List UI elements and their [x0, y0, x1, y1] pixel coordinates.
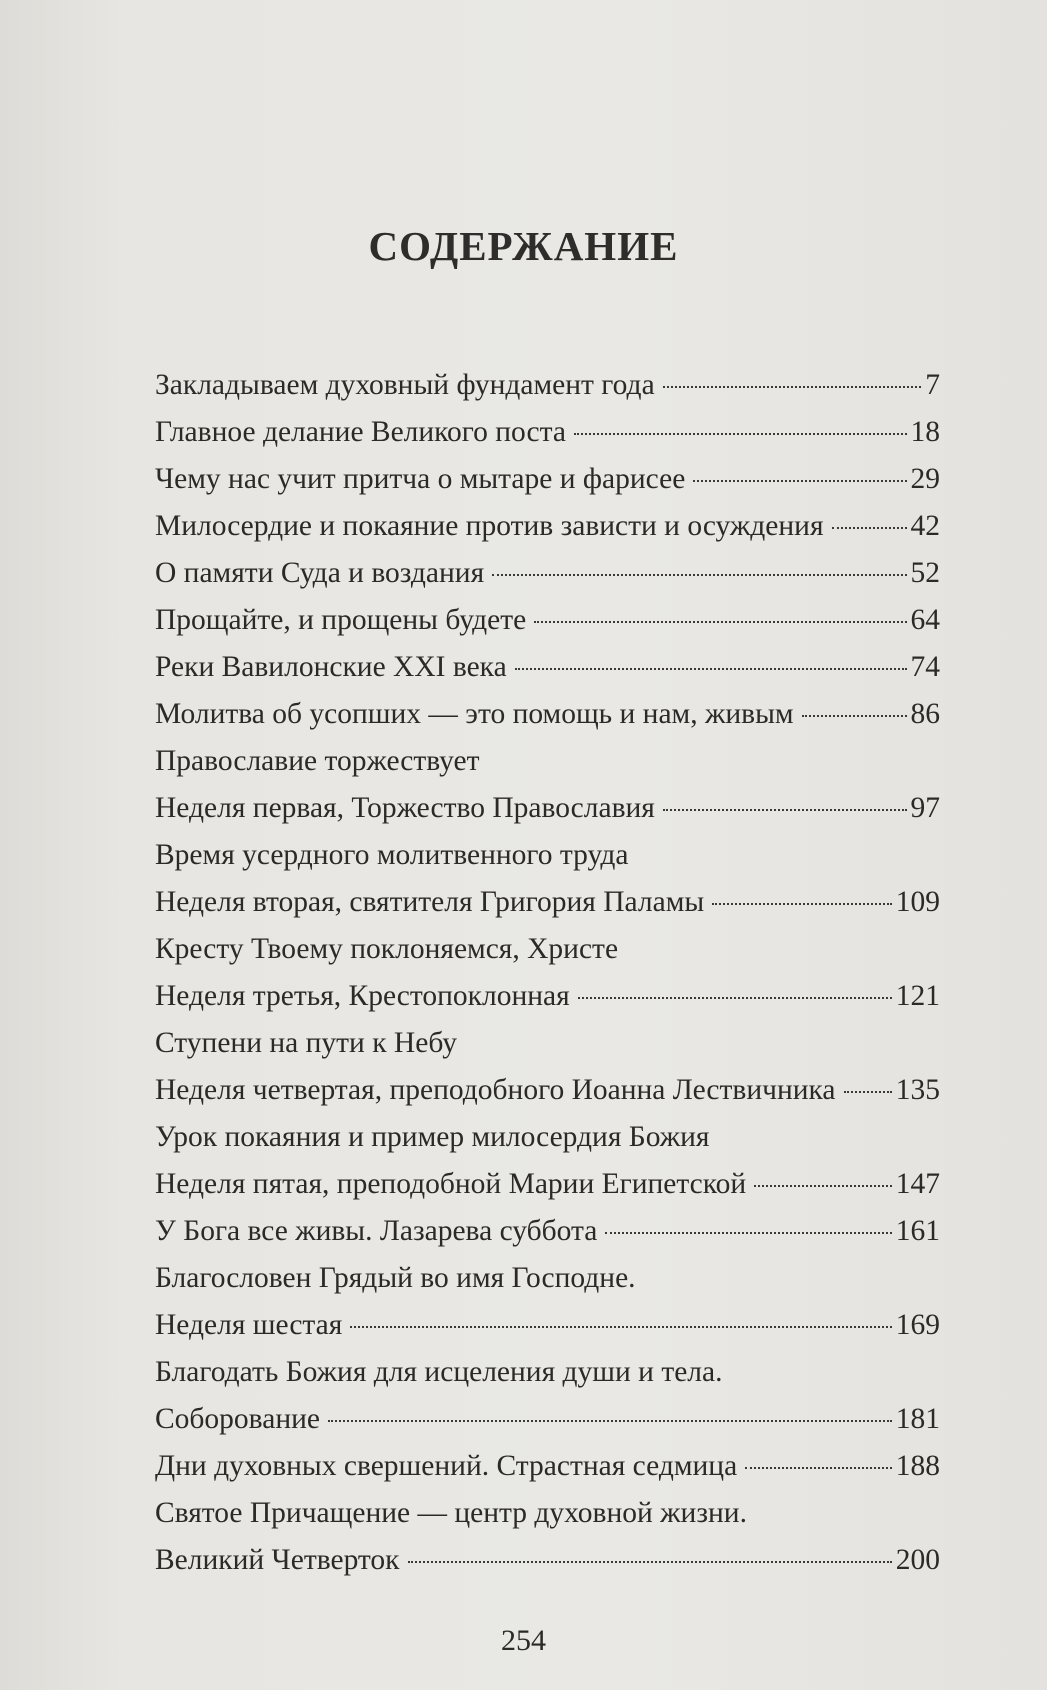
toc-leader-dots: [350, 1326, 891, 1328]
toc-entry-title: Благодать Божия для исцеления души и тела.: [155, 1356, 723, 1388]
toc-leader-dots: [832, 527, 907, 529]
toc-entry: [155, 1208, 940, 1255]
toc-entry-page: 97: [910, 792, 940, 824]
toc-entry-title: Чему нас учит притча о мытаре и фарисее: [155, 463, 686, 495]
toc-entry: [155, 1302, 940, 1349]
toc-entry-title: Неделя шестая: [155, 1309, 343, 1341]
toc-entry: [155, 879, 940, 926]
toc-leader-dots: [745, 1467, 892, 1469]
toc-entry-title: Молитва об усопших — это помощь и нам, живым: [155, 698, 794, 730]
toc-entry: [155, 1114, 940, 1161]
toc-entry-title: Милосердие и покаяние против зависти и осуждения: [155, 510, 824, 542]
toc-leader-dots: [534, 621, 906, 623]
toc-leader-dots: [328, 1420, 892, 1422]
toc-entry-page: 161: [895, 1215, 940, 1247]
toc-leader-dots: [754, 1185, 892, 1187]
toc-entry-page: 188: [895, 1450, 940, 1482]
toc-entry: [155, 1020, 940, 1067]
toc-leader-dots: [578, 997, 892, 999]
toc-entry-page: 86: [910, 698, 940, 730]
toc-entry-page: 74: [910, 651, 940, 683]
toc-entry: [155, 456, 940, 503]
toc-leader-dots: [574, 433, 907, 435]
toc-entry-title: Главное делание Великого поста: [155, 416, 566, 448]
table-of-contents: [155, 362, 940, 1584]
toc-entry-page: 200: [895, 1544, 940, 1576]
toc-leader-dots: [492, 574, 906, 576]
toc-entry: [155, 409, 940, 456]
toc-entry: [155, 503, 940, 550]
toc-entry-title: Неделя вторая, святителя Григория Паламы: [155, 886, 705, 918]
toc-leader-dots: [693, 480, 906, 482]
toc-entry-title: Святое Причащение — центр духовной жизни.: [155, 1497, 747, 1529]
page-number: 254: [501, 1624, 546, 1657]
toc-entry-title: Православие торжествует: [155, 745, 480, 777]
toc-leader-dots: [515, 668, 907, 670]
toc-entry-page: 42: [910, 510, 940, 542]
toc-leader-dots: [605, 1232, 891, 1234]
toc-entry-title: Закладываем духовный фундамент года: [155, 369, 655, 401]
toc-entry-page: 52: [910, 557, 940, 589]
toc-entry-title: Реки Вавилонские XXI века: [155, 651, 507, 683]
toc-entry: [155, 1067, 940, 1114]
toc-leader-dots: [408, 1561, 892, 1563]
toc-entry-title: Неделя пятая, преподобной Марии Египетской: [155, 1168, 747, 1200]
toc-entry-title: Ступени на пути к Небу: [155, 1027, 457, 1059]
toc-entry-title: О памяти Суда и воздания: [155, 557, 485, 589]
toc-entry: [155, 597, 940, 644]
toc-leader-dots: [663, 386, 922, 388]
toc-entry-title: Великий Четверток: [155, 1544, 400, 1576]
toc-entry: [155, 362, 940, 409]
toc-leader-dots: [712, 903, 892, 905]
toc-entry: [155, 785, 940, 832]
toc-entry: [155, 691, 940, 738]
toc-entry: [155, 1537, 940, 1584]
toc-leader-dots: [844, 1091, 892, 1093]
toc-leader-dots: [663, 809, 907, 811]
toc-entry: [155, 1349, 940, 1396]
toc-entry: [155, 550, 940, 597]
toc-entry-title: Прощайте, и прощены будете: [155, 604, 527, 636]
toc-entry: [155, 738, 940, 785]
toc-entry-page: 7: [925, 369, 940, 401]
toc-entry-title: Благословен Грядый во имя Господне.: [155, 1262, 636, 1294]
toc-entry-page: 169: [895, 1309, 940, 1341]
toc-entry: [155, 644, 940, 691]
toc-entry: [155, 832, 940, 879]
toc-entry-title: Неделя четвертая, преподобного Иоанна Лествичника: [155, 1074, 836, 1106]
toc-leader-dots: [802, 715, 907, 717]
toc-entry-title: Дни духовных свершений. Страстная седмица: [155, 1450, 738, 1482]
toc-entry-title: Неделя первая, Торжество Православия: [155, 792, 655, 824]
toc-entry-title: Время усердного молитвенного труда: [155, 839, 629, 871]
toc-entry: [155, 1396, 940, 1443]
toc-entry: [155, 973, 940, 1020]
toc-entry-title: У Бога все живы. Лазарева суббота: [155, 1215, 598, 1247]
toc-entry-title: Урок покаяния и пример милосердия Божия: [155, 1121, 710, 1153]
toc-entry: [155, 1443, 940, 1490]
toc-entry-title: Неделя третья, Крестопоклонная: [155, 980, 570, 1012]
toc-entry-page: 181: [895, 1403, 940, 1435]
toc-entry-page: 109: [895, 886, 940, 918]
toc-entry: [155, 926, 940, 973]
toc-entry-page: 147: [895, 1168, 940, 1200]
toc-entry: [155, 1255, 940, 1302]
toc-entry-title: Соборование: [155, 1403, 320, 1435]
toc-entry-title: Кресту Твоему поклоняемся, Христе: [155, 933, 619, 965]
toc-entry-page: 29: [910, 463, 940, 495]
toc-entry: [155, 1490, 940, 1537]
toc-entry-page: 18: [910, 416, 940, 448]
toc-entry-page: 121: [895, 980, 940, 1012]
page-title: СОДЕРЖАНИЕ: [368, 223, 679, 269]
toc-entry: [155, 1161, 940, 1208]
toc-entry-page: 64: [910, 604, 940, 636]
toc-entry-page: 135: [895, 1074, 940, 1106]
